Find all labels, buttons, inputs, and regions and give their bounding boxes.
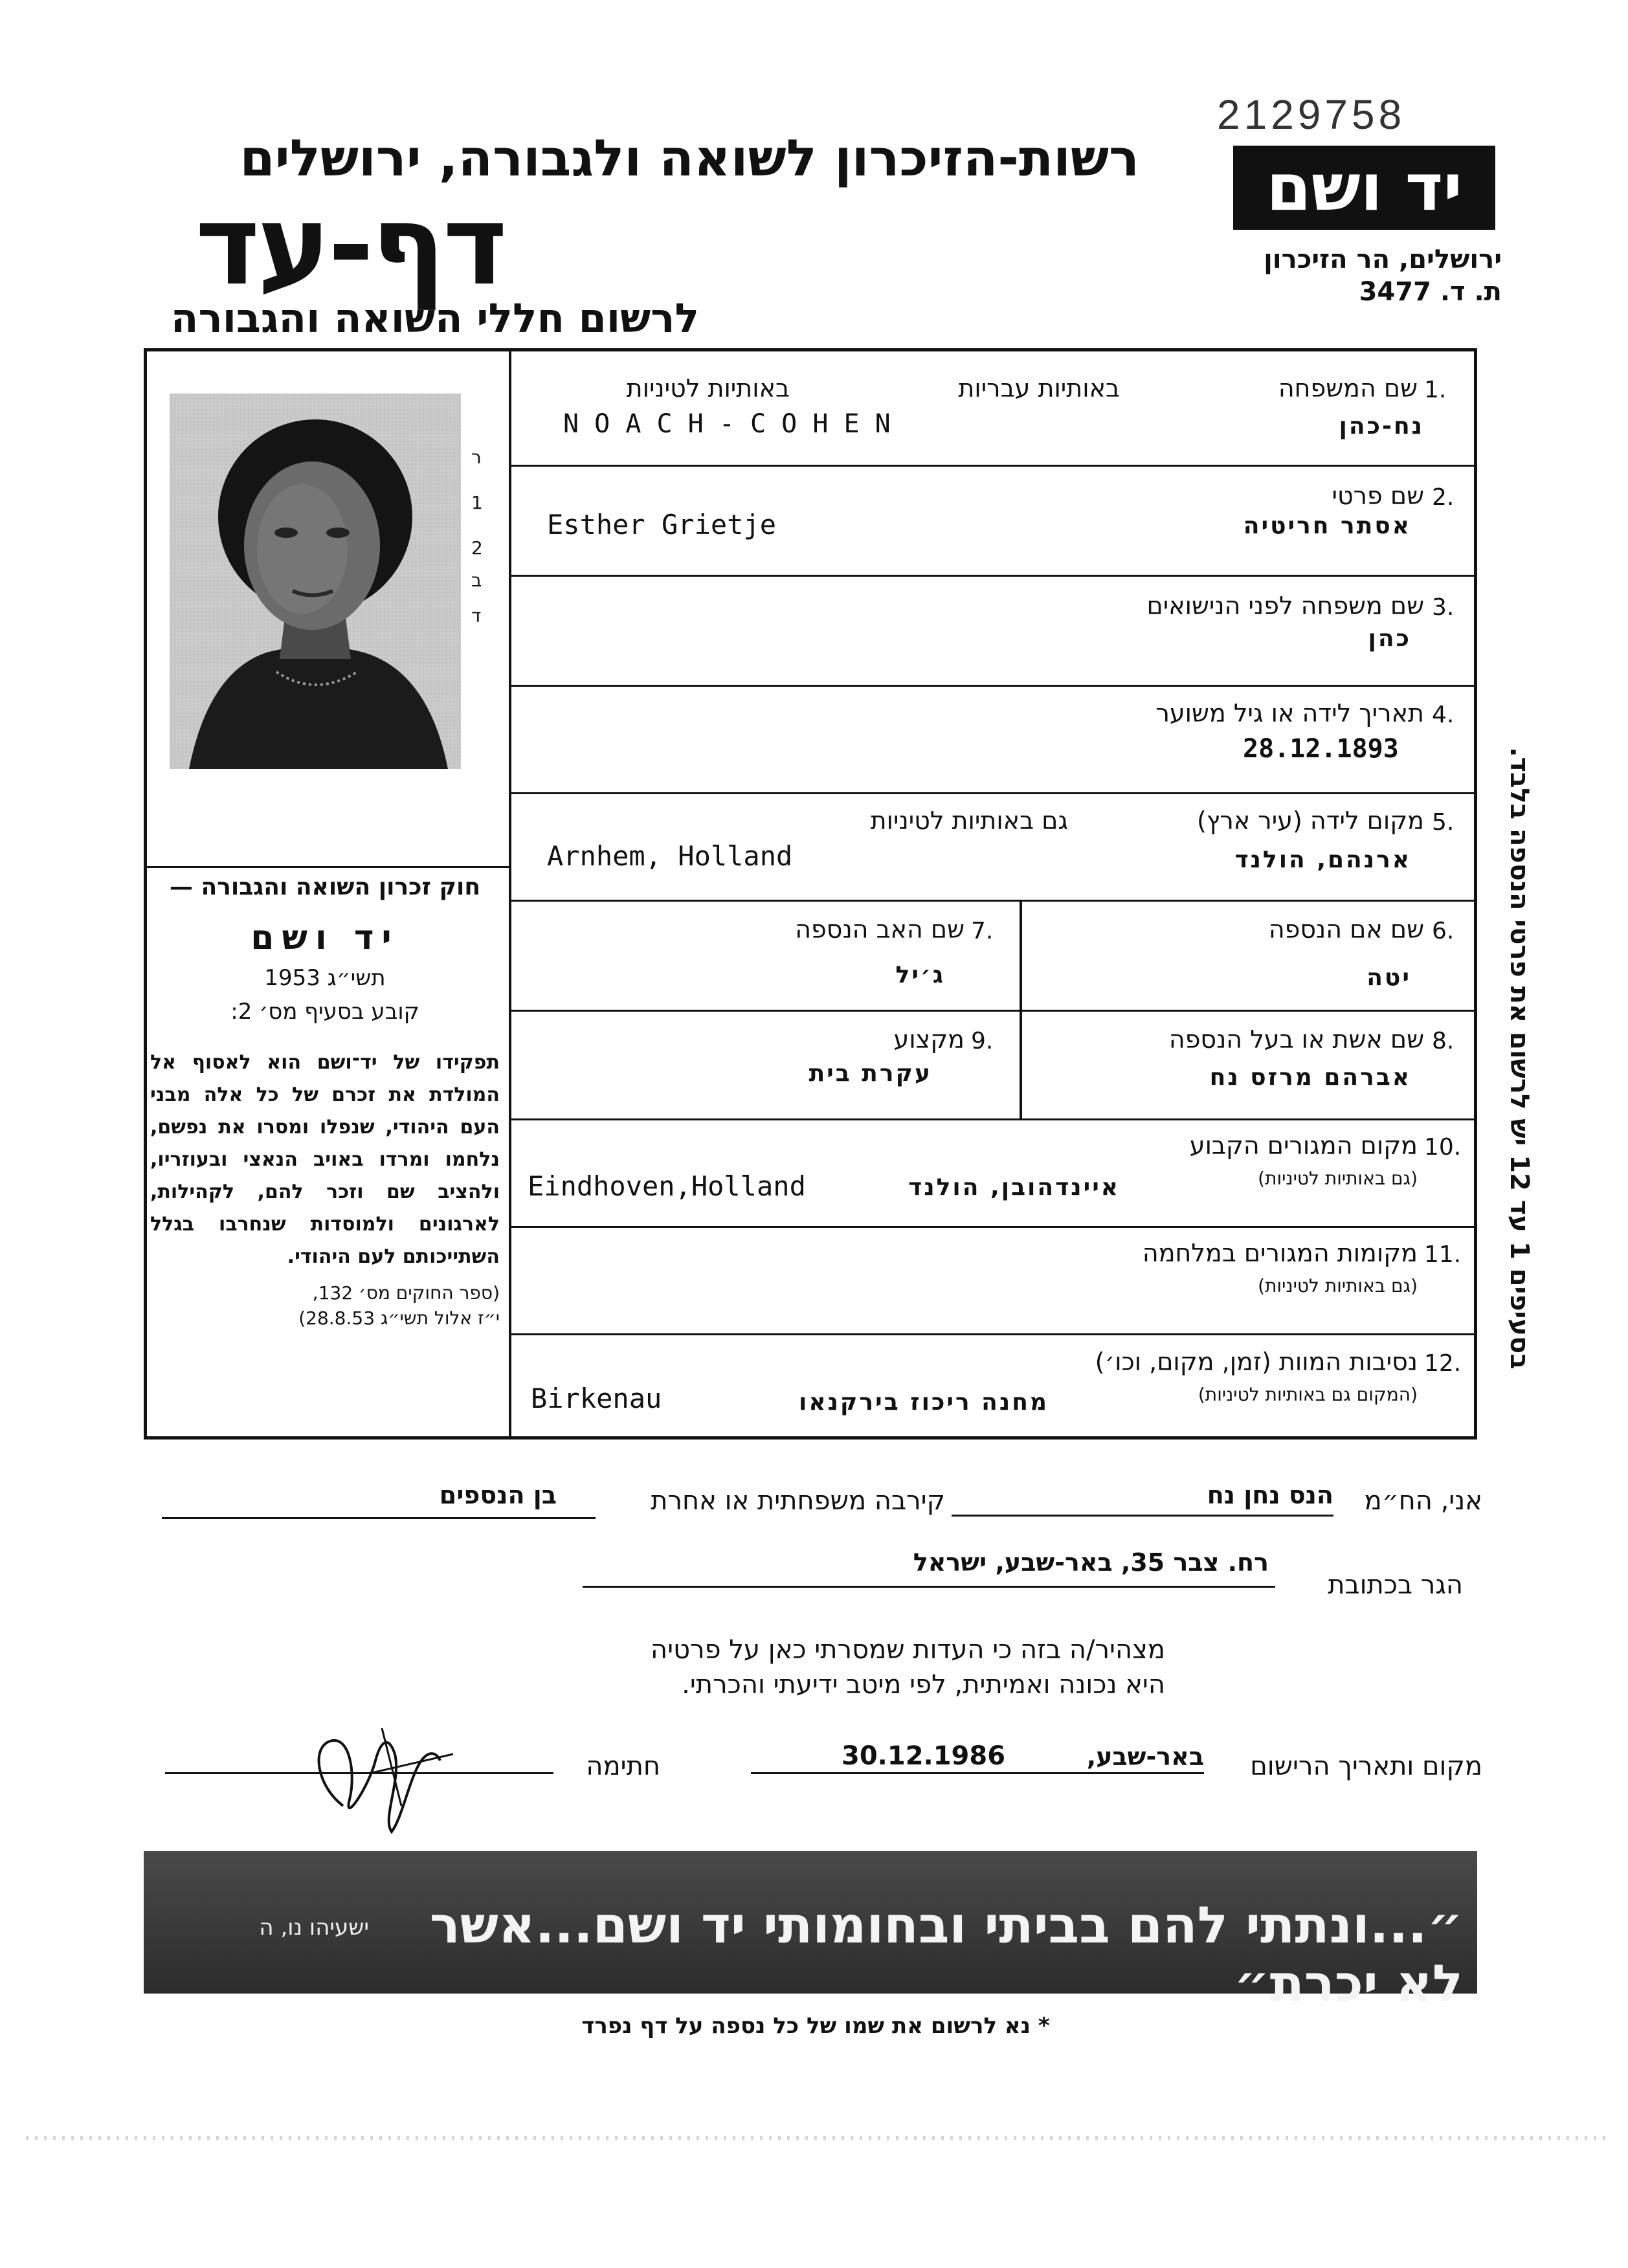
field-4-number: 4. xyxy=(1432,702,1455,728)
photo-margin-mark-4: ב xyxy=(471,570,482,591)
field-5-value-hebrew: ארנהם, הולנד xyxy=(1234,847,1411,873)
address-label: הגר בכתובת xyxy=(1328,1570,1463,1600)
org-location: ירושלים, הר הזיכרון xyxy=(1264,245,1502,274)
relation-line xyxy=(162,1517,596,1519)
cell-divider xyxy=(1020,1011,1022,1118)
banner-reference: ישעיהו נו, ה xyxy=(259,1915,369,1940)
field-1-latin-label: באותיות לטיניות xyxy=(626,374,790,403)
registration-place: באר-שבע, xyxy=(1086,1742,1204,1771)
field-10-value-hebrew: איינדהובן, הולנד xyxy=(908,1174,1120,1201)
field-10-label: מקום המגורים הקבוע xyxy=(1189,1131,1418,1160)
org-title: רשות-הזיכרון לשואה ולגבורה, ירושלים xyxy=(240,129,1139,188)
field-9-number: 9. xyxy=(971,1028,994,1054)
field-4-label: תאריך לידה או גיל משוער xyxy=(1155,699,1424,728)
field-7-number: 7. xyxy=(971,918,994,944)
row-divider xyxy=(511,575,1476,577)
law-title: חוק זכרון השואה והגבורה — xyxy=(169,874,481,900)
field-11-number: 11. xyxy=(1424,1241,1462,1268)
row-divider xyxy=(511,900,1476,902)
law-org: יד ושם xyxy=(251,918,399,957)
field-12-label: נסיבות המוות (זמן, מקום, וכו׳) xyxy=(1095,1348,1418,1376)
field-7-value: ג׳יל xyxy=(895,962,945,988)
field-10-note: (גם באותיות לטיניות) xyxy=(1258,1168,1418,1189)
field-1-number: 1. xyxy=(1424,377,1447,403)
field-8-label: שם אשת או בעל הנספה xyxy=(1168,1025,1424,1054)
declarant-label: אני, הח״מ xyxy=(1364,1486,1482,1516)
side-note: בסעיפים 1 עד 12 יש לרשום את פרטי הנספה בלבד. xyxy=(1504,747,1534,1370)
column-divider xyxy=(509,350,511,1437)
field-12-number: 12. xyxy=(1424,1350,1462,1377)
photo-margin-mark-5: ד xyxy=(471,605,482,627)
row-divider xyxy=(511,1333,1476,1335)
field-1-value-hebrew: נח-כהן xyxy=(1339,413,1424,439)
field-7-label: שם האב הנספה xyxy=(795,915,965,944)
field-3-label: שם משפחה לפני הנישואים xyxy=(1146,592,1424,620)
field-9-value: עקרת בית xyxy=(808,1060,932,1087)
row-divider xyxy=(511,685,1476,687)
field-4-value: 28.12.1893 xyxy=(1243,734,1399,764)
field-1-value-latin: N O A C H - C O H E N xyxy=(563,409,891,439)
field-3-number: 3. xyxy=(1432,594,1455,621)
row-divider xyxy=(511,1010,1476,1012)
law-body: תפקידו של יד־ושם הוא לאסוף אל המולדת את זכרם של כל אלה מבני העם היהודי, שנפלו ומסרו את נפשם, נלחמו ומרדו באויב הנאצי ובעוזריו, ולהציב שם וזכר להם, לקהילות, לארגונים ולמוסדות שנחרבו בגלל השתייכותם לעם היהודי. xyxy=(150,1051,500,1268)
address-line xyxy=(583,1586,1275,1588)
relation-value: בן הנספים xyxy=(439,1481,557,1509)
field-12-value-hebrew: מחנה ריכוז בירקנאו xyxy=(799,1389,1049,1416)
registration-date: 30.12.1986 xyxy=(842,1741,1006,1771)
yad-vashem-logo: יד ושם xyxy=(1233,146,1495,230)
serial-number: 2129758 xyxy=(1217,91,1406,138)
field-6-label: שם אם הנספה xyxy=(1268,915,1424,944)
signature-label: חתימה xyxy=(586,1751,660,1781)
signature xyxy=(304,1709,473,1838)
declarant-name: הנס נחן נח xyxy=(1207,1481,1333,1509)
place-date-line xyxy=(751,1772,1204,1774)
portrait-photo xyxy=(170,394,461,769)
row-divider xyxy=(511,465,1476,467)
footnote: * נא לרשום את שמו של כל נספה על דף נפרד xyxy=(581,2013,1050,2039)
field-10-value-latin: Eindhoven,Holland xyxy=(528,1170,806,1202)
form-subtitle: לרשום חללי השואה והגבורה xyxy=(170,295,699,342)
field-2-value-hebrew: אסתר חריטיה xyxy=(1243,513,1411,539)
field-5-latin-note: גם באותיות לטיניות xyxy=(870,806,1068,835)
declarant-name-line xyxy=(952,1515,1333,1517)
law-source: (ספר החוקים מס׳ 132, xyxy=(312,1282,500,1304)
field-8-value: אברהם מרזס נח xyxy=(1209,1064,1411,1091)
cell-divider xyxy=(1020,901,1022,1010)
statement-line-2: היא נכונה ואמיתית, לפי מיטב ידיעתי והכרתי. xyxy=(682,1670,1165,1700)
field-5-value-latin: Arnhem, Holland xyxy=(547,840,793,872)
law-panel xyxy=(150,874,500,1329)
field-1-label: שם המשפחה xyxy=(1278,374,1418,403)
field-2-number: 2. xyxy=(1432,484,1455,511)
photo-separator xyxy=(144,866,510,868)
banner-quote: ״...ונתתי להם בביתי ובחומותי יד ושם...אשר לא יכרת״ xyxy=(429,1896,1463,2013)
field-11-label: מקומות המגורים במלחמה xyxy=(1142,1239,1418,1267)
photo-margin-mark-3: 2 xyxy=(471,537,483,559)
field-11-note: (גם באותיות לטיניות) xyxy=(1258,1275,1418,1296)
place-date-label: מקום ותאריך הרישום xyxy=(1250,1751,1482,1781)
statement-line-1: מצהיר/ה בזה כי העדות שמסרתי כאן על פרטיה xyxy=(651,1635,1165,1665)
field-12-note: (המקום גם באותיות לטיניות) xyxy=(1198,1384,1418,1405)
row-divider xyxy=(511,1226,1476,1228)
field-5-number: 5. xyxy=(1432,809,1455,836)
photo-margin-mark-1: ר xyxy=(471,447,482,468)
address-value: רח. צבר 35, באר-שבע, ישראל xyxy=(913,1548,1269,1577)
relation-label: קירבה משפחתית או אחרת xyxy=(651,1486,945,1516)
photo-margin-mark-2: 1 xyxy=(471,492,483,513)
field-6-number: 6. xyxy=(1432,918,1455,944)
field-2-value-latin: Esther Grietje xyxy=(547,509,777,540)
law-year: תשי״ג 1953 xyxy=(264,965,386,991)
row-divider xyxy=(511,1118,1476,1120)
field-9-label: מקצוע xyxy=(893,1025,965,1054)
field-2-label: שם פרטי xyxy=(1332,482,1424,510)
field-6-value: יטה xyxy=(1366,964,1411,991)
field-3-value-hebrew: כהן xyxy=(1368,625,1411,652)
row-divider xyxy=(511,792,1476,794)
po-box: ת. ד. 3477 xyxy=(1359,277,1502,307)
form-title: דף-עד xyxy=(195,182,505,310)
field-1-hebrew-label: באותיות עבריות xyxy=(958,374,1120,403)
law-clause: קובע בסעיף מס׳ 2: xyxy=(230,999,419,1025)
field-5-label: מקום לידה (עיר ארץ) xyxy=(1197,806,1424,835)
scan-noise xyxy=(26,2136,1605,2140)
law-date: י״ז אלול תשי״ג 28.8.53) xyxy=(298,1307,500,1329)
portrait-image xyxy=(170,394,461,769)
field-10-number: 10. xyxy=(1424,1134,1462,1161)
field-8-number: 8. xyxy=(1432,1028,1455,1054)
field-12-value-latin: Birkenau xyxy=(531,1383,662,1414)
